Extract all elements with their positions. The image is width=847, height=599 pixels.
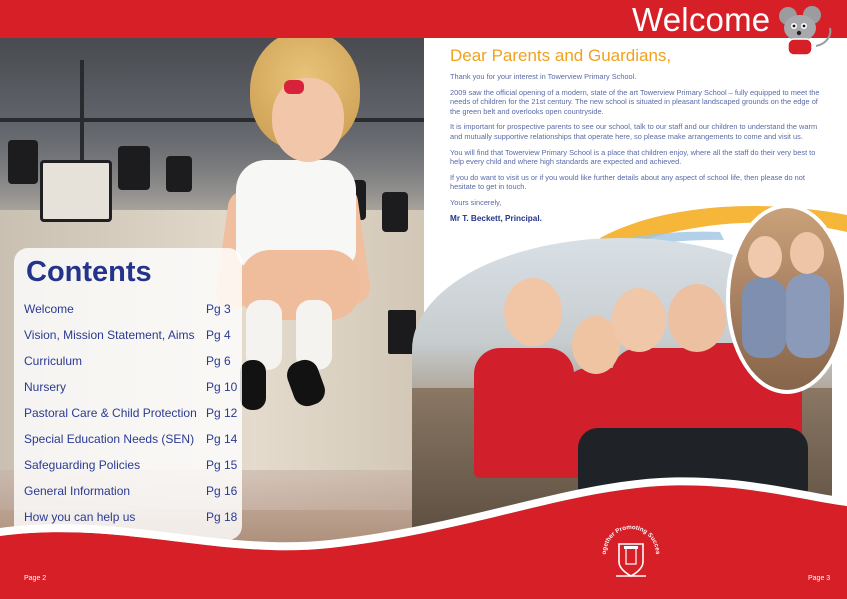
toc-item-page: Pg 3 xyxy=(206,302,231,316)
page-title: Welcome xyxy=(632,1,771,38)
toc-item-title: Special Education Needs (SEN) xyxy=(24,432,195,446)
left-page-number: Page 2 xyxy=(24,575,47,582)
toc-item-title: How you can help us xyxy=(24,510,136,524)
svg-text:Together Promoting Success xyxy=(596,516,661,555)
toc-item-title: Safeguarding Policies xyxy=(24,458,141,472)
school-crest-icon xyxy=(596,516,666,586)
toc-item-page: Pg 10 xyxy=(206,380,238,394)
toc-item-page: Pg 12 xyxy=(206,406,238,420)
letter-paragraph: 2009 saw the official opening of a modern, state of the art Towerview Primary School – fully equipped to meet the needs of children for the 21st century. The new school is situated in pleasant landscaped grounds on the edge of the green belt and overlooks open countryside. xyxy=(450,87,820,116)
letter-paragraph: If you do want to visit us or if you would like further details about any aspect of school life, then please do not hesitate to get in touch. xyxy=(450,172,805,192)
letter-paragraph: Thank you for your interest in Towerview Primary School. xyxy=(450,72,637,81)
letter-paragraph: It is important for prospective parents to see our school, talk to our staff and our children to understand the warm and mutually supportive relationships that operate here, so please make arrangements to come and visit us. xyxy=(450,122,818,141)
toc-item-title: Pastoral Care & Child Protection xyxy=(24,406,197,420)
letter-paragraph: You will find that Towerview Primary School is a place that children enjoy, where all the staff do their very best to help every child and where high standards are expected and achieved. xyxy=(450,147,816,167)
toc-item-title: Nursery xyxy=(24,380,67,394)
toc-item-page: Pg 6 xyxy=(206,354,231,368)
toc-item-page: Pg 16 xyxy=(206,484,238,498)
letter-closing: Yours sincerely, xyxy=(450,197,502,207)
right-page-number: Page 3 xyxy=(808,575,831,582)
letter-signature: Mr T. Beckett, Principal. xyxy=(450,213,542,223)
toc-item-title: Welcome xyxy=(24,302,74,316)
toc-item-page: Pg 15 xyxy=(206,458,238,472)
toc-item-page: Pg 4 xyxy=(206,328,231,342)
toc-item-title: Vision, Mission Statement, Aims xyxy=(24,328,195,342)
contents-heading: Contents xyxy=(26,256,152,288)
toc-item-title: General Information xyxy=(24,484,131,498)
crest-motto: ogether Promoting Succes xyxy=(600,523,662,555)
letter-greeting: Dear Parents and Guardians, xyxy=(450,46,672,65)
toc-item-page: Pg 18 xyxy=(206,510,238,524)
toc-item-page: Pg 14 xyxy=(206,432,238,446)
welcome-letter xyxy=(450,46,828,229)
toc-item-title: Curriculum xyxy=(24,354,83,368)
